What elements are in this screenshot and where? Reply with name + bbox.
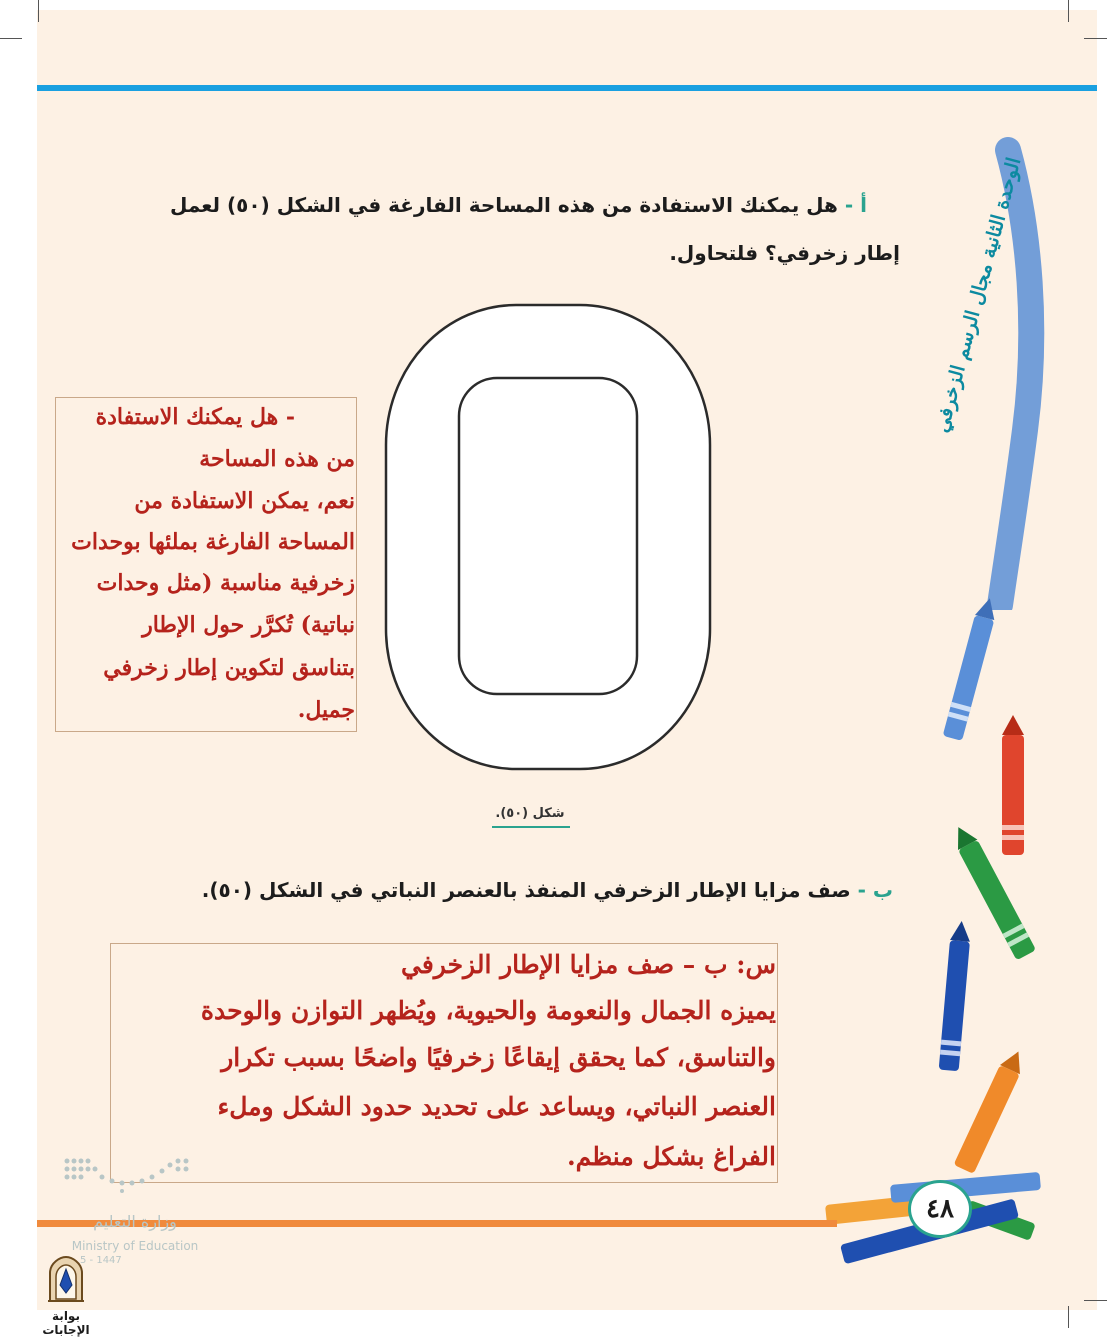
answer-b-line: العنصر النباتي، ويساعد على تحديد حدود الشكل وملء xyxy=(217,1092,776,1121)
answer-a-line: نباتية) تُكرَّر حول الإطار xyxy=(142,612,355,638)
question-b-text: صف مزايا الإطار الزخرفي المنفذ بالعنصر النباتي في الشكل (٥٠). xyxy=(201,878,851,902)
caption-underline xyxy=(492,826,570,828)
portal-label: بوابة الإجابات xyxy=(42,1309,90,1337)
ministry-logo-dots xyxy=(62,1155,197,1195)
ministry-logo-year: 5 - 1447 xyxy=(80,1255,122,1266)
answer-a-line: - هل يمكنك الاستفادة xyxy=(95,404,295,430)
answer-a-line: جميل. xyxy=(297,697,355,723)
answer-b-line: س: ب – صف مزايا الإطار الزخرفي xyxy=(401,950,776,979)
question-a-text: هل يمكنك الاستفادة من هذه المساحة الفارغة في الشكل (٥٠) لعمل xyxy=(170,193,838,217)
question-b-letter: ب - xyxy=(857,878,893,902)
question-a-line2: إطار زخرفي؟ فلتحاول. xyxy=(669,241,900,265)
crop-mark xyxy=(1084,38,1107,39)
answer-a-line: المساحة الفارغة بملئها بوحدات xyxy=(71,529,355,555)
answer-b-line: يميزه الجمال والنعومة والحيوية، ويُظهر التوازن والوحدة xyxy=(200,996,776,1025)
unit-title-text: الوحدة الثانية مجال الرسم الزخرفي xyxy=(930,155,1026,435)
answer-a-line: زخرفية مناسبة (مثل وحدات xyxy=(96,570,355,596)
question-b xyxy=(202,878,893,902)
answer-a-line: من هذه المساحة xyxy=(199,446,355,472)
answer-b-line: والتناسق، كما يحقق إيقاعًا زخرفيًا واضحًا بسبب تكرار xyxy=(221,1043,776,1072)
question-a-letter: أ - xyxy=(844,193,867,217)
crop-mark xyxy=(38,0,39,22)
crop-mark xyxy=(1084,1300,1107,1301)
ministry-logo-english: Ministry of Education xyxy=(71,1239,199,1253)
question-a-line1 xyxy=(170,193,867,217)
figure-50-frame xyxy=(383,302,713,772)
answer-a-line: نعم، يمكن الاستفادة من xyxy=(134,488,355,514)
figure-caption: شكل (٥٠). xyxy=(495,806,565,821)
answer-a-line: بتناسق لتكوين إطار زخرفي xyxy=(103,655,355,681)
unit-title xyxy=(930,125,1026,465)
ministry-logo-arabic: وزارة التعليم xyxy=(93,1212,177,1231)
answer-b-line: الفراغ بشكل منظم. xyxy=(566,1142,776,1171)
crop-mark xyxy=(0,38,22,39)
page-number: ٤٨ xyxy=(908,1180,972,1238)
crop-mark xyxy=(1068,1306,1069,1328)
portal-watermark xyxy=(28,1255,104,1337)
portal-logo-icon xyxy=(44,1255,88,1303)
crop-mark xyxy=(1068,0,1069,22)
top-rule xyxy=(37,85,1097,91)
